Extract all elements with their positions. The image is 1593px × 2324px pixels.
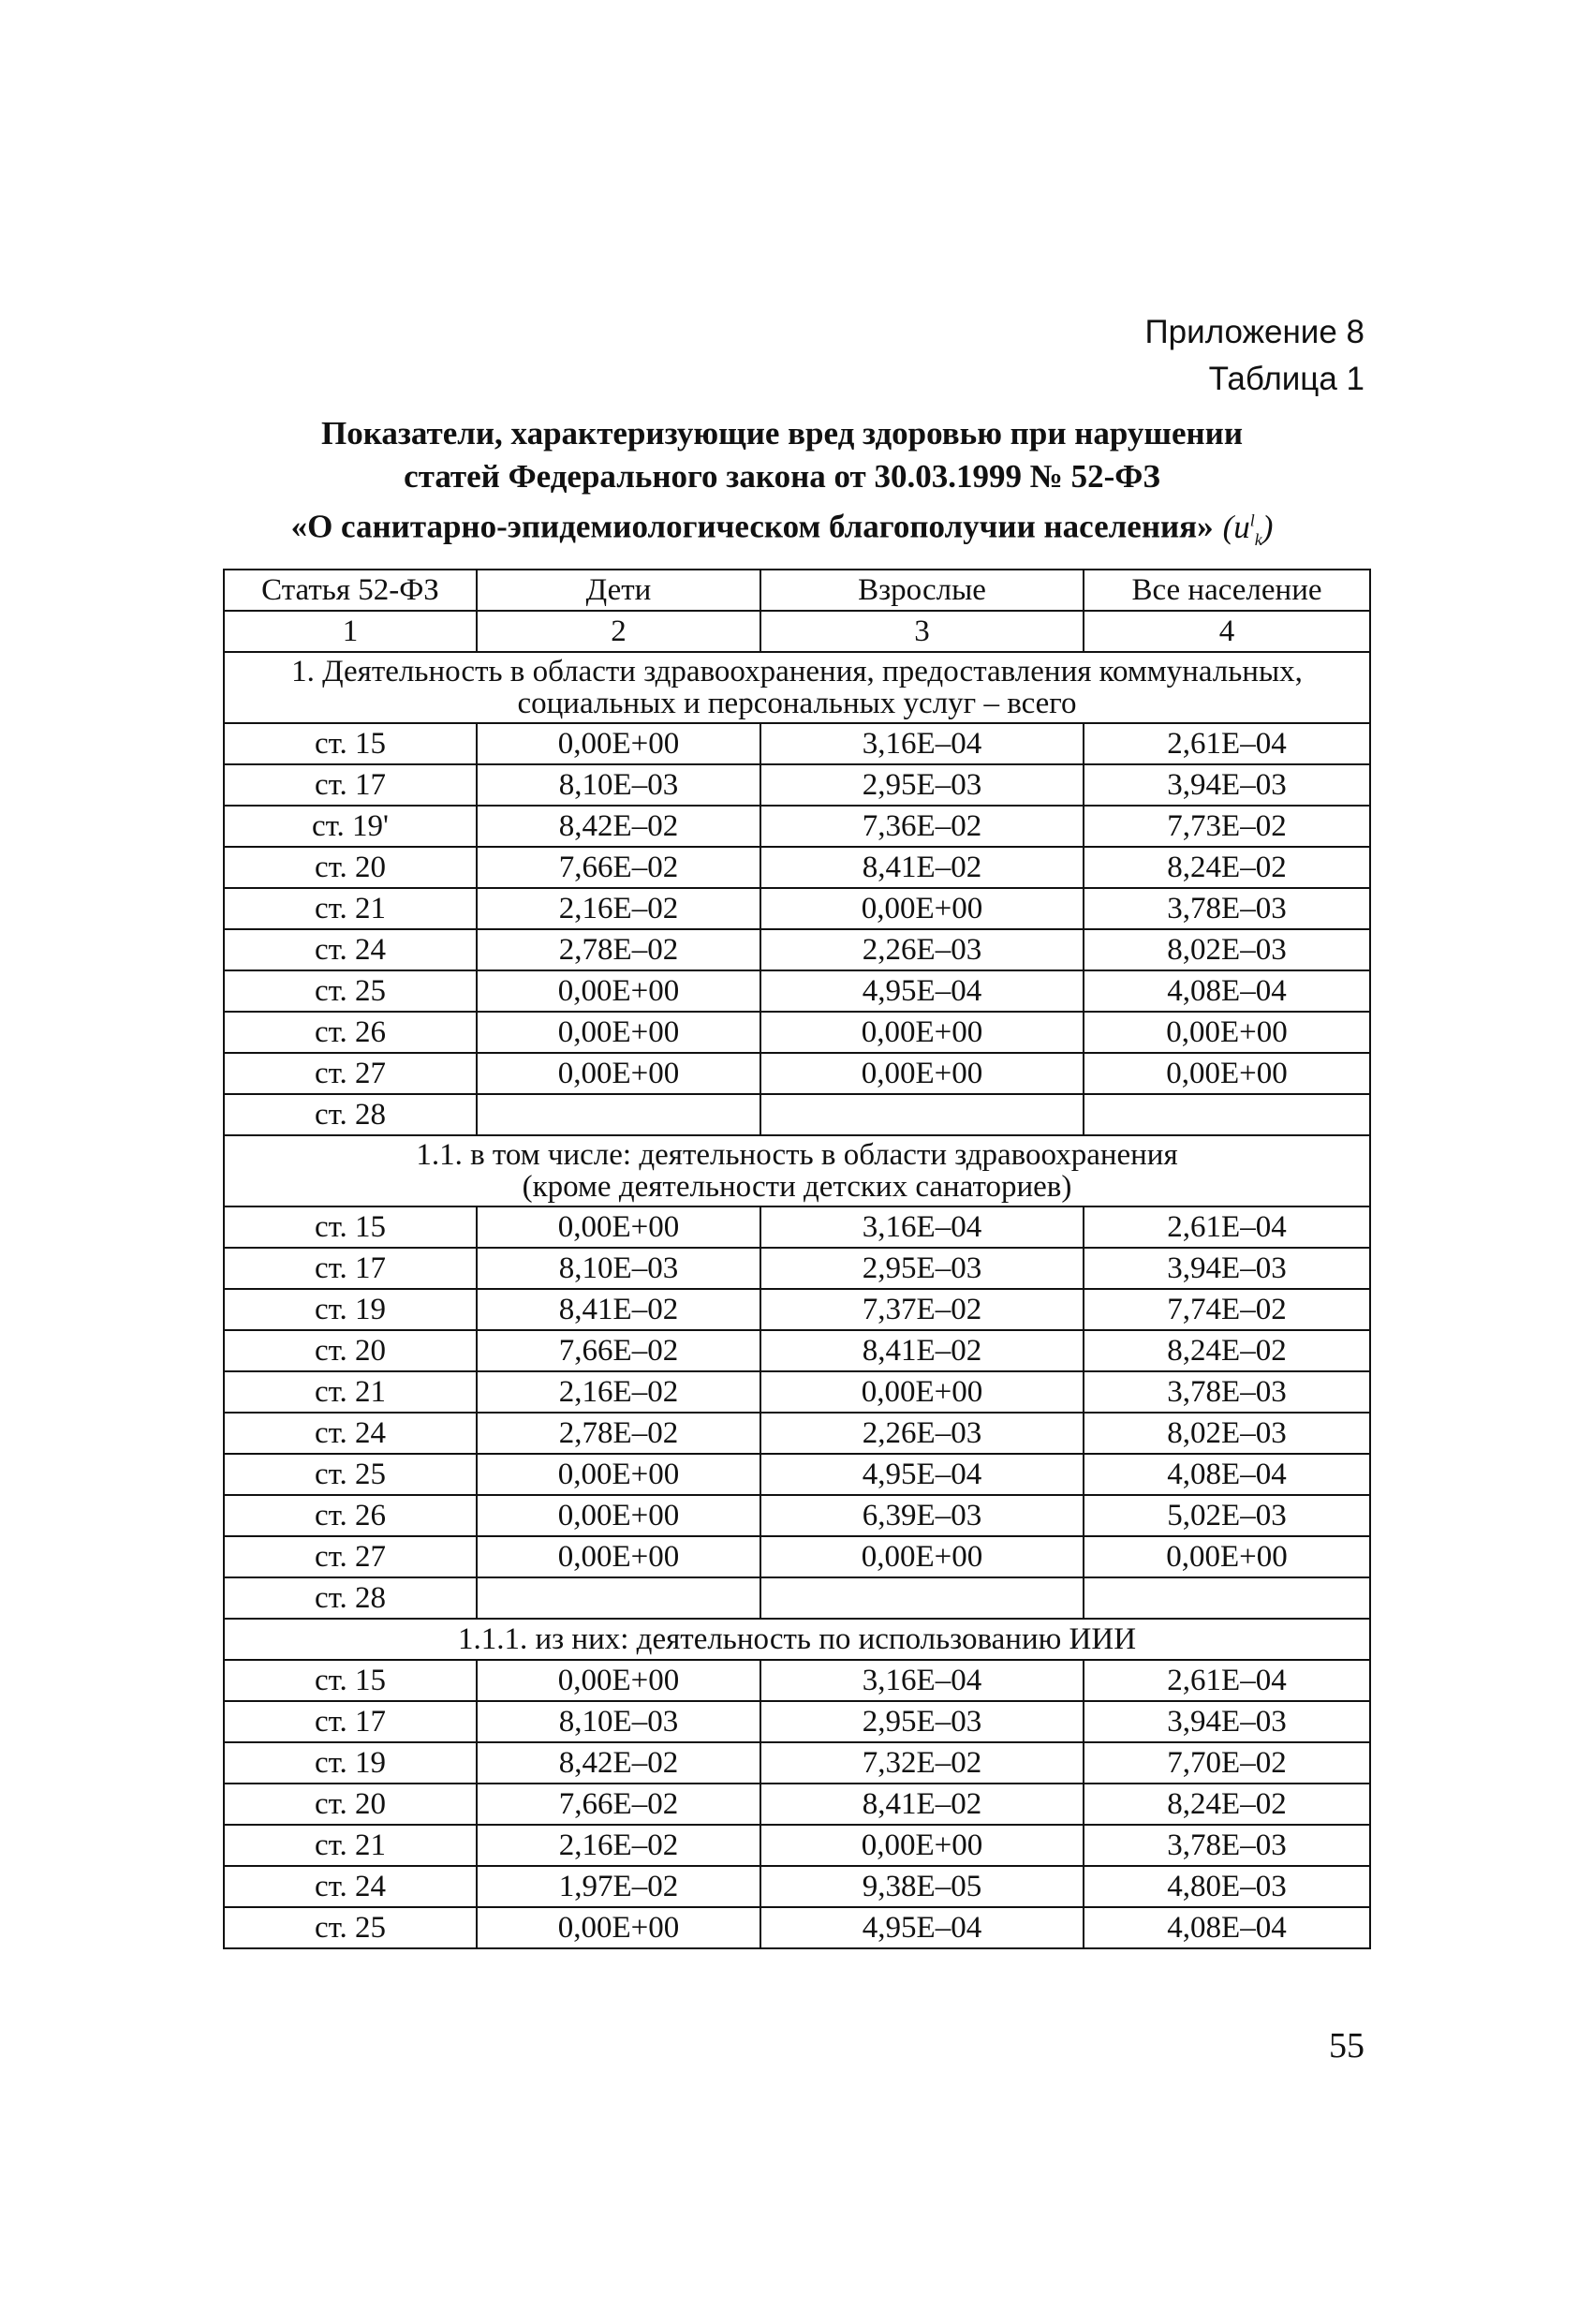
article-cell: ст. 15	[224, 723, 477, 764]
section-title-line-2: (кроме деятельности детских санаториев)	[522, 1170, 1072, 1204]
table-row	[224, 888, 1370, 929]
adults-value-cell: 0,00E+00	[760, 1012, 1084, 1053]
adults-value-cell: 3,16E–04	[760, 1206, 1084, 1248]
article-cell: ст. 17	[224, 1701, 477, 1742]
population-value-cell: 4,08E–04	[1084, 1454, 1370, 1495]
table-row	[224, 1784, 1370, 1825]
adults-value-cell: 7,32E–02	[760, 1742, 1084, 1784]
section-title-row	[224, 652, 1370, 723]
table-row	[224, 1094, 1370, 1135]
population-value-cell: 3,78E–03	[1084, 1371, 1370, 1413]
column-number-cell: 4	[1084, 611, 1370, 652]
adults-value-cell: 3,16E–04	[760, 723, 1084, 764]
article-cell: ст. 25	[224, 1907, 477, 1948]
children-value-cell: 7,66E–02	[477, 1784, 760, 1825]
adults-value-cell: 3,16E–04	[760, 1660, 1084, 1701]
table-row	[224, 1742, 1370, 1784]
indicator-symbol: $(u^l_k)$	[1222, 508, 1274, 549]
adults-value-cell: 0,00E+00	[760, 1825, 1084, 1866]
table-row	[224, 847, 1370, 888]
section-title-line-1: 1.1. в том числе: деятельность в области здравоохранения	[416, 1138, 1178, 1172]
children-value-cell: 2,16E–02	[477, 888, 760, 929]
table-row	[224, 1825, 1370, 1866]
table-row	[224, 970, 1370, 1012]
table-row	[224, 764, 1370, 806]
article-cell: ст. 19'	[224, 806, 477, 847]
header-cell-children: Дети	[477, 570, 760, 611]
population-value-cell	[1084, 1094, 1370, 1135]
appendix-label: Приложение 8	[1144, 314, 1364, 350]
population-value-cell: 3,78E–03	[1084, 1825, 1370, 1866]
article-cell: ст. 24	[224, 929, 477, 970]
table-column-number-row	[224, 611, 1370, 652]
adults-value-cell: 8,41E–02	[760, 1330, 1084, 1371]
adults-value-cell: 4,95E–04	[760, 1907, 1084, 1948]
children-value-cell: 0,00E+00	[477, 1012, 760, 1053]
article-cell: ст. 20	[224, 1330, 477, 1371]
adults-value-cell: 4,95E–04	[760, 1454, 1084, 1495]
population-value-cell: 2,61E–04	[1084, 1660, 1370, 1701]
table-row	[224, 929, 1370, 970]
article-cell: ст. 17	[224, 1248, 477, 1289]
article-cell: ст. 28	[224, 1577, 477, 1619]
title-line-1: Показатели, характеризующие вред здоровью при нарушении	[321, 415, 1243, 451]
population-value-cell: 3,78E–03	[1084, 888, 1370, 929]
article-cell: ст. 20	[224, 1784, 477, 1825]
article-cell: ст. 20	[224, 847, 477, 888]
indicators-table	[223, 569, 1371, 1949]
section-title-row	[224, 1619, 1370, 1660]
children-value-cell: 8,10E–03	[477, 1701, 760, 1742]
adults-value-cell: 7,37E–02	[760, 1289, 1084, 1330]
children-value-cell: 8,10E–03	[477, 1248, 760, 1289]
document-title	[215, 412, 1349, 561]
children-value-cell: 0,00E+00	[477, 1495, 760, 1536]
children-value-cell	[477, 1577, 760, 1619]
population-value-cell: 8,24E–02	[1084, 1330, 1370, 1371]
adults-value-cell: 2,95E–03	[760, 1701, 1084, 1742]
children-value-cell: 7,66E–02	[477, 847, 760, 888]
population-value-cell: 0,00E+00	[1084, 1536, 1370, 1577]
population-value-cell: 3,94E–03	[1084, 1701, 1370, 1742]
table-row	[224, 1206, 1370, 1248]
title-line-3	[215, 498, 1349, 561]
population-value-cell: 2,61E–04	[1084, 723, 1370, 764]
population-value-cell: 3,94E–03	[1084, 1248, 1370, 1289]
section-title-line-1: 1.1.1. из них: деятельность по использованию ИИИ	[457, 1622, 1137, 1656]
article-cell: ст. 21	[224, 888, 477, 929]
section-title-cell	[224, 652, 1370, 723]
article-cell: ст. 26	[224, 1012, 477, 1053]
article-cell: ст. 17	[224, 764, 477, 806]
population-value-cell: 4,08E–04	[1084, 970, 1370, 1012]
children-value-cell: 0,00E+00	[477, 1907, 760, 1948]
adults-value-cell: 0,00E+00	[760, 1371, 1084, 1413]
table-row	[224, 1536, 1370, 1577]
children-value-cell: 2,78E–02	[477, 929, 760, 970]
table-row	[224, 1577, 1370, 1619]
article-cell: ст. 25	[224, 970, 477, 1012]
children-value-cell: 0,00E+00	[477, 1206, 760, 1248]
adults-value-cell: 2,26E–03	[760, 929, 1084, 970]
population-value-cell: 7,70E–02	[1084, 1742, 1370, 1784]
children-value-cell: 8,41E–02	[477, 1289, 760, 1330]
population-value-cell: 5,02E–03	[1084, 1495, 1370, 1536]
header-cell-adults: Взрослые	[760, 570, 1084, 611]
article-cell: ст. 19	[224, 1742, 477, 1784]
population-value-cell: 4,80E–03	[1084, 1866, 1370, 1907]
adults-value-cell	[760, 1577, 1084, 1619]
table-row	[224, 1495, 1370, 1536]
population-value-cell: 0,00E+00	[1084, 1012, 1370, 1053]
adults-value-cell	[760, 1094, 1084, 1135]
article-cell: ст. 21	[224, 1371, 477, 1413]
table-row	[224, 1454, 1370, 1495]
article-cell: ст. 15	[224, 1206, 477, 1248]
table-row	[224, 1413, 1370, 1454]
children-value-cell: 2,16E–02	[477, 1825, 760, 1866]
table-row	[224, 723, 1370, 764]
appendix-header	[1145, 309, 1364, 403]
adults-value-cell: 2,26E–03	[760, 1413, 1084, 1454]
article-cell: ст. 27	[224, 1053, 477, 1094]
title-line-3-text: «О санитарно-эпидемиологическом благополучии населения»	[290, 508, 1214, 545]
section-title-cell	[224, 1135, 1370, 1206]
table-row	[224, 1701, 1370, 1742]
symbol-base: u	[1233, 508, 1250, 545]
article-cell: ст. 24	[224, 1866, 477, 1907]
adults-value-cell: 0,00E+00	[760, 888, 1084, 929]
table-row	[224, 806, 1370, 847]
table-row	[224, 1330, 1370, 1371]
table-row	[224, 1660, 1370, 1701]
section-title-cell	[224, 1619, 1370, 1660]
column-number-cell: 2	[477, 611, 760, 652]
population-value-cell	[1084, 1577, 1370, 1619]
children-value-cell: 2,16E–02	[477, 1371, 760, 1413]
adults-value-cell: 2,95E–03	[760, 764, 1084, 806]
population-value-cell: 3,94E–03	[1084, 764, 1370, 806]
table-row	[224, 1012, 1370, 1053]
section-title-row	[224, 1135, 1370, 1206]
population-value-cell: 8,02E–03	[1084, 1413, 1370, 1454]
table-row	[224, 1248, 1370, 1289]
adults-value-cell: 2,95E–03	[760, 1248, 1084, 1289]
children-value-cell: 0,00E+00	[477, 1454, 760, 1495]
children-value-cell: 0,00E+00	[477, 970, 760, 1012]
children-value-cell	[477, 1094, 760, 1135]
article-cell: ст. 26	[224, 1495, 477, 1536]
population-value-cell: 7,74E–02	[1084, 1289, 1370, 1330]
children-value-cell: 8,10E–03	[477, 764, 760, 806]
population-value-cell: 7,73E–02	[1084, 806, 1370, 847]
column-number-cell: 3	[760, 611, 1084, 652]
adults-value-cell: 6,39E–03	[760, 1495, 1084, 1536]
indicators-table-body	[224, 570, 1370, 1948]
children-value-cell: 8,42E–02	[477, 1742, 760, 1784]
children-value-cell: 2,78E–02	[477, 1413, 760, 1454]
children-value-cell: 0,00E+00	[477, 1660, 760, 1701]
table-row	[224, 1907, 1370, 1948]
children-value-cell: 8,42E–02	[477, 806, 760, 847]
table-row	[224, 1866, 1370, 1907]
children-value-cell: 0,00E+00	[477, 1053, 760, 1094]
population-value-cell: 4,08E–04	[1084, 1907, 1370, 1948]
adults-value-cell: 7,36E–02	[760, 806, 1084, 847]
header-cell-article: Статья 52-ФЗ	[224, 570, 477, 611]
population-value-cell: 8,02E–03	[1084, 929, 1370, 970]
children-value-cell: 0,00E+00	[477, 1536, 760, 1577]
header-cell-population: Все население	[1084, 570, 1370, 611]
children-value-cell: 0,00E+00	[477, 723, 760, 764]
article-cell: ст. 27	[224, 1536, 477, 1577]
population-value-cell: 2,61E–04	[1084, 1206, 1370, 1248]
article-cell: ст. 28	[224, 1094, 477, 1135]
table-row	[224, 1053, 1370, 1094]
article-cell: ст. 24	[224, 1413, 477, 1454]
table-header-row	[224, 570, 1370, 611]
adults-value-cell: 0,00E+00	[760, 1053, 1084, 1094]
population-value-cell: 8,24E–02	[1084, 847, 1370, 888]
column-number-cell: 1	[224, 611, 477, 652]
page-number: 55	[1329, 2026, 1364, 2065]
children-value-cell: 1,97E–02	[477, 1866, 760, 1907]
article-cell: ст. 15	[224, 1660, 477, 1701]
adults-value-cell: 0,00E+00	[760, 1536, 1084, 1577]
table-row	[224, 1289, 1370, 1330]
children-value-cell: 7,66E–02	[477, 1330, 760, 1371]
table-row	[224, 1371, 1370, 1413]
adults-value-cell: 9,38E–05	[760, 1866, 1084, 1907]
article-cell: ст. 19	[224, 1289, 477, 1330]
section-title-line-1: 1. Деятельность в области здравоохранения, предоставления коммунальных,	[291, 655, 1303, 688]
article-cell: ст. 25	[224, 1454, 477, 1495]
population-value-cell: 8,24E–02	[1084, 1784, 1370, 1825]
table-label: Таблица 1	[1208, 361, 1364, 397]
adults-value-cell: 8,41E–02	[760, 1784, 1084, 1825]
adults-value-cell: 4,95E–04	[760, 970, 1084, 1012]
symbol-sup: l	[1249, 511, 1255, 529]
adults-value-cell: 8,41E–02	[760, 847, 1084, 888]
section-title-line-2: социальных и персональных услуг – всего	[517, 687, 1077, 720]
population-value-cell: 0,00E+00	[1084, 1053, 1370, 1094]
title-line-2: статей Федерального закона от 30.03.1999 № 52-ФЗ	[404, 458, 1160, 495]
symbol-sub: k	[1254, 529, 1262, 549]
article-cell: ст. 21	[224, 1825, 477, 1866]
